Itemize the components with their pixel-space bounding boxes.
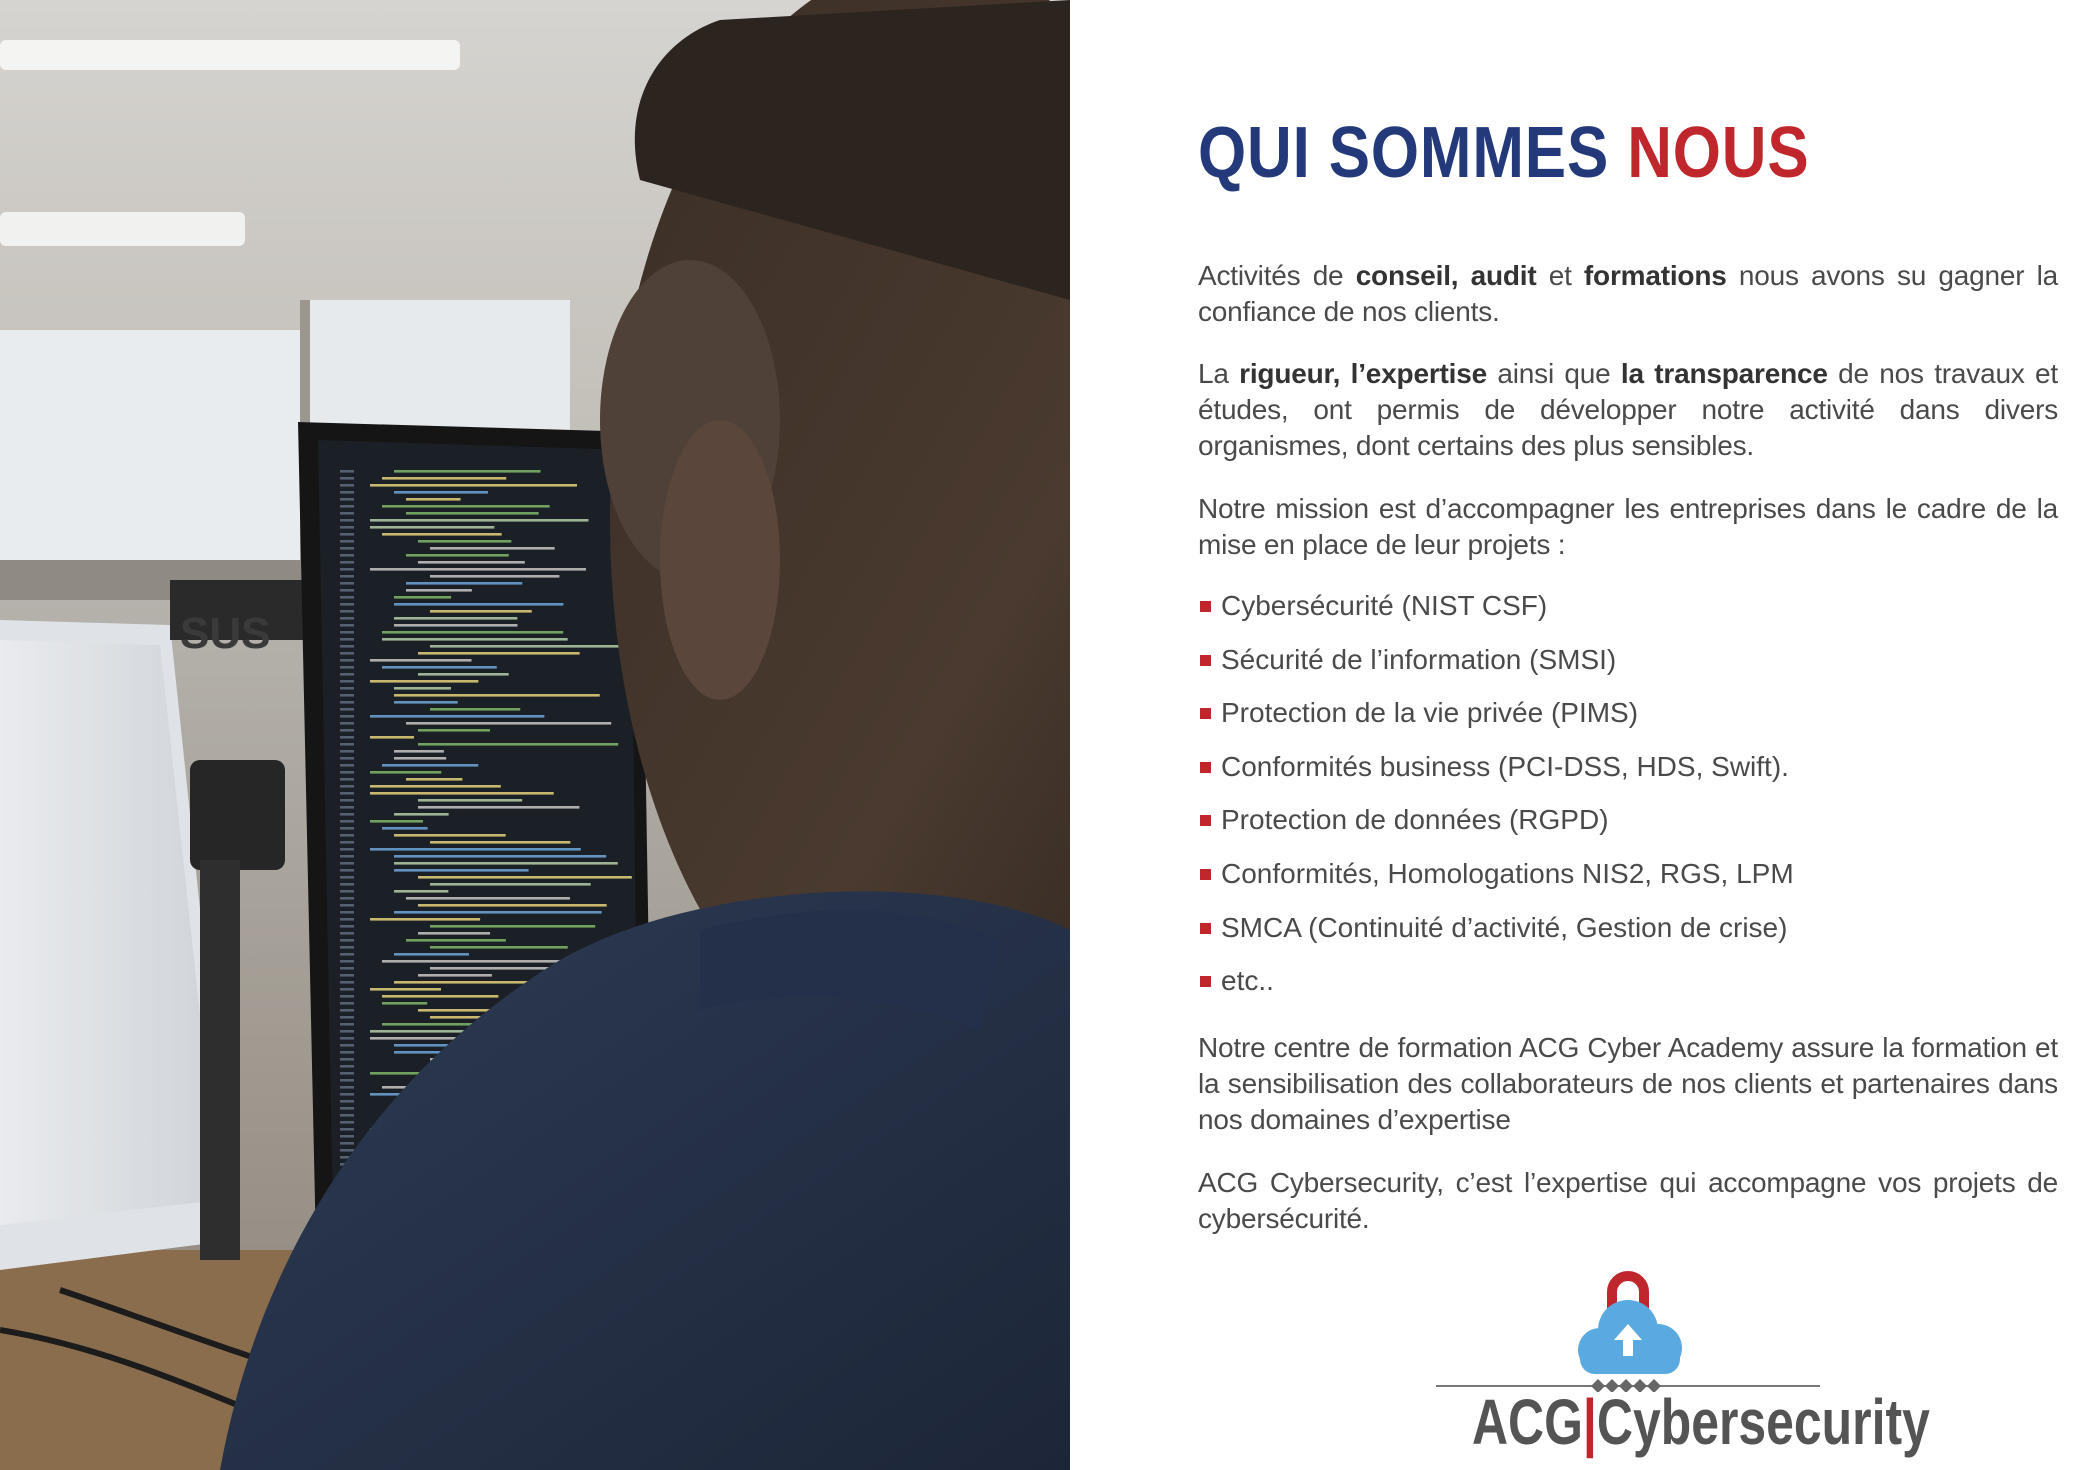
code-line	[370, 484, 577, 487]
code-line	[382, 764, 478, 767]
bullet-icon	[1200, 655, 1211, 666]
line-number	[340, 757, 354, 760]
line-number	[340, 799, 354, 802]
code-line	[406, 897, 570, 900]
service-label: Conformités, Homologations NIS2, RGS, LPM	[1221, 857, 1794, 889]
line-number	[340, 1079, 354, 1082]
line-number	[340, 827, 354, 830]
academy-paragraph: Notre centre de formation ACG Cyber Academy assure la formation et la sensibilisation des collaborateurs de nos clients et partenaires dans nos domaines d’expertise	[1198, 1032, 2058, 1135]
service-label: Conformités business (PCI-DSS, HDS, Swift).	[1221, 750, 1789, 782]
code-line	[394, 687, 451, 690]
line-number	[340, 652, 354, 655]
intro-text: et	[1536, 260, 1584, 291]
line-number	[340, 960, 354, 963]
logo-wordmark	[1472, 1386, 1930, 1458]
code-line	[370, 568, 586, 571]
code-line	[370, 785, 501, 788]
list-item	[1198, 802, 2058, 856]
line-number	[340, 554, 354, 557]
line-number	[340, 834, 354, 837]
bullet-icon	[1200, 708, 1211, 719]
line-number	[340, 918, 354, 921]
code-line	[382, 631, 563, 634]
code-line	[418, 974, 492, 977]
line-number	[340, 743, 354, 746]
line-number	[340, 533, 354, 536]
code-line	[394, 869, 529, 872]
line-number	[340, 722, 354, 725]
line-number	[340, 911, 354, 914]
line-number	[340, 862, 354, 865]
code-line	[418, 806, 579, 809]
line-number	[340, 645, 354, 648]
monitor-brand-left: SUS	[180, 609, 271, 658]
service-label: etc..	[1221, 965, 1274, 997]
line-number	[340, 925, 354, 928]
line-number	[340, 498, 354, 501]
code-line	[394, 953, 469, 956]
line-number	[340, 596, 354, 599]
rigueur-bold: la transparence	[1620, 358, 1828, 389]
code-line	[370, 659, 471, 662]
code-line	[394, 596, 451, 599]
line-number	[340, 1023, 354, 1026]
code-line	[394, 911, 602, 914]
line-number	[340, 659, 354, 662]
line-number	[340, 1107, 354, 1110]
line-number	[340, 1044, 354, 1047]
intro-text: Activités de	[1198, 260, 1356, 291]
intro-text: nous avons su gagner la confiance de nos clients.	[1198, 260, 2058, 327]
line-number	[340, 666, 354, 669]
code-line	[418, 743, 618, 746]
line-number	[340, 1037, 354, 1040]
line-number	[340, 484, 354, 487]
line-number	[340, 624, 354, 627]
code-line	[430, 575, 559, 578]
line-number	[340, 512, 354, 515]
rigueur-text: La	[1198, 358, 1240, 389]
code-line	[430, 841, 570, 844]
code-line	[394, 757, 446, 760]
code-line	[406, 589, 472, 592]
line-number	[340, 526, 354, 529]
code-line	[394, 813, 449, 816]
rigueur-paragraph	[1198, 356, 2058, 464]
code-line	[382, 477, 506, 480]
line-number	[340, 547, 354, 550]
code-line	[418, 876, 632, 879]
code-line	[406, 582, 522, 585]
line-number	[340, 897, 354, 900]
services-list	[1198, 588, 2058, 1017]
code-line	[382, 827, 428, 830]
line-number	[340, 1100, 354, 1103]
line-number	[340, 1002, 354, 1005]
line-number	[340, 876, 354, 879]
code-line	[394, 603, 563, 606]
line-number	[340, 568, 354, 571]
line-number	[340, 582, 354, 585]
line-number	[340, 638, 354, 641]
line-number	[340, 855, 354, 858]
code-line	[382, 505, 550, 508]
list-item	[1198, 963, 2058, 1017]
line-number	[340, 890, 354, 893]
bullet-icon	[1200, 923, 1211, 934]
line-number	[340, 771, 354, 774]
code-line	[394, 701, 458, 704]
line-number	[340, 883, 354, 886]
code-line	[430, 708, 520, 711]
intro-bold: formations	[1583, 260, 1727, 291]
page-title	[1198, 112, 1810, 194]
line-number	[340, 904, 354, 907]
code-line	[394, 694, 600, 697]
code-line	[382, 1002, 427, 1005]
line-number	[340, 1051, 354, 1054]
bullet-icon	[1200, 815, 1211, 826]
line-number	[340, 687, 354, 690]
line-number	[340, 1058, 354, 1061]
line-number	[340, 673, 354, 676]
line-number	[340, 841, 354, 844]
line-number	[340, 932, 354, 935]
line-number	[340, 953, 354, 956]
line-number	[340, 610, 354, 613]
code-line	[370, 918, 480, 921]
line-number	[340, 470, 354, 473]
rigueur-bold: rigueur, l’expertise	[1239, 358, 1487, 389]
code-line	[418, 799, 522, 802]
line-number	[340, 1149, 354, 1152]
line-number	[340, 1009, 354, 1012]
code-line	[370, 820, 423, 823]
code-line	[370, 680, 478, 683]
line-number	[340, 631, 354, 634]
code-line	[382, 960, 563, 963]
line-number	[340, 561, 354, 564]
code-line	[430, 946, 568, 949]
code-line	[370, 792, 554, 795]
list-item	[1198, 856, 2058, 910]
service-label: Protection de la vie privée (PIMS)	[1221, 697, 1639, 729]
line-number	[340, 491, 354, 494]
code-line	[370, 715, 544, 718]
line-number	[340, 981, 354, 984]
line-number	[340, 946, 354, 949]
intro-bold: conseil, audit	[1355, 260, 1537, 291]
line-number	[340, 792, 354, 795]
code-line	[418, 652, 580, 655]
code-line	[370, 736, 414, 739]
line-number	[340, 729, 354, 732]
service-label: Protection de données (RGPD)	[1221, 804, 1609, 836]
code-line	[370, 526, 494, 529]
code-line	[430, 610, 532, 613]
line-number	[340, 988, 354, 991]
line-number	[340, 1142, 354, 1145]
bullet-icon	[1200, 762, 1211, 773]
code-line	[394, 834, 506, 837]
bullet-icon	[1200, 976, 1211, 987]
code-line	[418, 561, 525, 564]
rigueur-text: de nos travaux et études, ont permis de développer notre activité dans divers organismes, dont certains des plus sensibles.	[1198, 358, 2059, 461]
title-part-1: QUI SOMMES	[1198, 113, 1610, 193]
logo-text-left: ACG	[1472, 1386, 1583, 1458]
code-line	[418, 729, 490, 732]
code-line	[406, 498, 461, 501]
code-line	[394, 862, 618, 865]
line-number	[340, 617, 354, 620]
line-number	[340, 477, 354, 480]
line-number	[340, 820, 354, 823]
code-line	[418, 673, 509, 676]
code-line	[382, 638, 568, 641]
code-line	[406, 778, 462, 781]
line-number	[340, 974, 354, 977]
line-number	[340, 778, 354, 781]
code-line	[394, 750, 444, 753]
list-item	[1198, 588, 2058, 642]
code-line	[382, 666, 497, 669]
line-number	[340, 939, 354, 942]
code-line	[406, 512, 539, 515]
service-label: SMCA (Continuité d’activité, Gestion de crise)	[1221, 911, 1788, 943]
line-number	[340, 1114, 354, 1117]
code-line	[394, 470, 541, 473]
code-line	[394, 624, 517, 627]
code-line	[430, 547, 555, 550]
list-item	[1198, 910, 2058, 964]
code-line	[382, 995, 498, 998]
bullet-icon	[1200, 869, 1211, 880]
line-number	[340, 603, 354, 606]
line-number	[340, 680, 354, 683]
code-line	[430, 925, 595, 928]
code-line	[406, 939, 506, 942]
code-line	[406, 722, 611, 725]
line-number	[340, 1016, 354, 1019]
line-number	[340, 519, 354, 522]
line-number	[340, 694, 354, 697]
line-number	[340, 1135, 354, 1138]
intro-paragraph	[1198, 258, 2058, 330]
code-line	[394, 491, 488, 494]
line-number	[340, 869, 354, 872]
code-line	[370, 519, 588, 522]
service-label: Cybersécurité (NIST CSF)	[1221, 590, 1548, 621]
line-number	[340, 806, 354, 809]
line-number	[340, 701, 354, 704]
line-number	[340, 1128, 354, 1131]
list-item	[1198, 695, 2058, 749]
line-number	[340, 715, 354, 718]
line-number	[340, 764, 354, 767]
code-line	[430, 883, 591, 886]
code-line	[370, 848, 581, 851]
list-item	[1198, 749, 2058, 803]
line-number	[340, 1121, 354, 1124]
line-number	[340, 813, 354, 816]
line-number	[340, 540, 354, 543]
title-part-2: NOUS	[1627, 113, 1810, 193]
code-line	[406, 554, 509, 557]
code-line	[370, 771, 441, 774]
closing-paragraph: ACG Cybersecurity, c’est l’expertise qui accompagne vos projets de cybersécurité.	[1198, 1167, 2058, 1234]
line-number	[340, 736, 354, 739]
service-label: Sécurité de l’information (SMSI)	[1221, 643, 1617, 675]
line-number	[340, 1065, 354, 1068]
code-line	[418, 932, 490, 935]
line-number	[340, 995, 354, 998]
line-number	[340, 785, 354, 788]
code-line	[418, 904, 607, 907]
line-number	[340, 575, 354, 578]
line-number	[340, 967, 354, 970]
acg-cybersecurity-logo	[1428, 1262, 1930, 1462]
line-number	[340, 589, 354, 592]
list-item	[1198, 642, 2058, 696]
logo-separator: |	[1582, 1386, 1597, 1458]
line-number	[340, 750, 354, 753]
cloud-lock-icon	[1428, 1262, 1828, 1392]
line-number	[340, 1093, 354, 1096]
rigueur-text: ainsi que	[1486, 358, 1621, 389]
code-line	[394, 890, 448, 893]
line-number	[340, 708, 354, 711]
code-line	[418, 540, 511, 543]
line-number	[340, 505, 354, 508]
mission-paragraph: Notre mission est d’accompagner les entreprises dans le cadre de la mise en place de leur projets :	[1198, 493, 2058, 560]
line-number	[340, 1030, 354, 1033]
code-line	[430, 645, 646, 648]
code-line	[382, 533, 502, 536]
line-number	[340, 848, 354, 851]
bullet-icon	[1200, 601, 1211, 612]
line-number	[340, 1086, 354, 1089]
logo-text-right: Cybersecurity	[1596, 1386, 1930, 1458]
line-number	[340, 1072, 354, 1075]
code-line	[370, 988, 441, 991]
code-line	[394, 855, 606, 858]
about-panel	[1198, 0, 2058, 1470]
code-line	[394, 617, 517, 620]
